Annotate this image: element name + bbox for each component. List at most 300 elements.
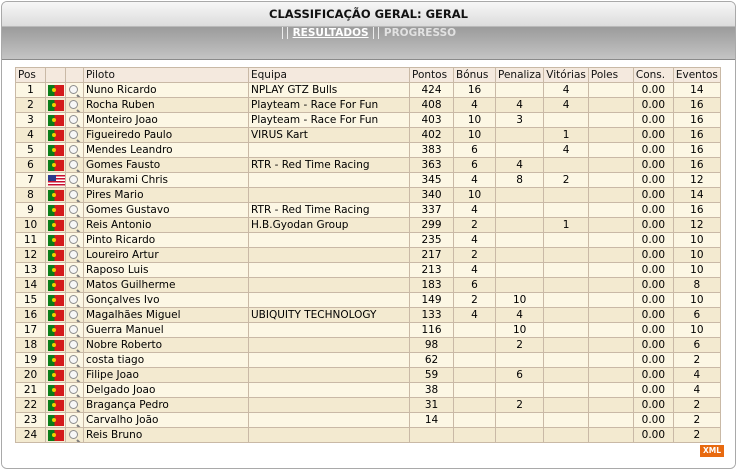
tab-separator [373,27,379,39]
cell-vitorias [544,203,589,218]
cell-eventos: 10 [673,233,720,248]
magnifier-icon[interactable] [69,340,78,349]
cell-flag [46,278,66,293]
magnifier-icon[interactable] [69,235,78,244]
cell-bonus: 4 [454,233,496,248]
table-row [16,308,721,323]
cell-eventos: 2 [673,398,720,413]
cell-cons: 0.00 [633,308,673,323]
cell-profile[interactable] [66,203,84,218]
cell-equipa [249,263,410,278]
cell-poles [588,338,633,353]
cell-equipa: RTR - Red Time Racing [249,203,410,218]
col-header-bonus[interactable]: Bónus [454,68,496,83]
cell-piloto[interactable]: Carvalho João [84,413,249,428]
standings-table [15,67,721,443]
cell-pos: 16 [16,308,46,323]
cell-pontos: 62 [410,353,454,368]
magnifier-icon[interactable] [69,310,78,319]
cell-profile[interactable] [66,413,84,428]
cell-penaliza [496,353,544,368]
cell-vitorias [544,293,589,308]
portugal-flag-icon [48,295,64,306]
cell-pos: 5 [16,143,46,158]
cell-pontos: 403 [410,113,454,128]
cell-vitorias [544,383,589,398]
cell-piloto[interactable]: Pinto Ricardo [84,233,249,248]
cell-piloto[interactable]: Matos Guilherme [84,278,249,293]
magnifier-icon[interactable] [69,100,78,109]
portugal-flag-icon [48,310,64,321]
cell-equipa [249,143,410,158]
magnifier-icon[interactable] [69,190,78,199]
cell-profile[interactable] [66,128,84,143]
cell-bonus [454,368,496,383]
cell-pontos: 402 [410,128,454,143]
cell-flag [46,203,66,218]
cell-pontos: 217 [410,248,454,263]
cell-piloto[interactable]: Filipe Joao [84,368,249,383]
cell-profile[interactable] [66,188,84,203]
cell-profile[interactable] [66,233,84,248]
cell-flag [46,233,66,248]
cell-vitorias [544,278,589,293]
table-row [16,293,721,308]
cell-pontos: 133 [410,308,454,323]
portugal-flag-icon [48,400,64,411]
magnifier-icon[interactable] [69,160,78,169]
magnifier-icon[interactable] [69,250,78,259]
cell-flag [46,98,66,113]
cell-piloto[interactable]: Mendes Leandro [84,143,249,158]
cell-bonus: 2 [454,218,496,233]
cell-profile[interactable] [66,293,84,308]
cell-eventos: 16 [673,158,720,173]
cell-cons: 0.00 [633,248,673,263]
cell-flag [46,188,66,203]
magnifier-icon[interactable] [69,370,78,379]
table-row [16,143,721,158]
magnifier-icon[interactable] [69,400,78,409]
cell-bonus: 6 [454,158,496,173]
cell-pontos: 213 [410,263,454,278]
cell-pos: 22 [16,398,46,413]
portugal-flag-icon [48,430,64,441]
cell-equipa [249,428,410,443]
cell-profile[interactable] [66,83,84,98]
magnifier-icon[interactable] [69,415,78,424]
cell-pos: 18 [16,338,46,353]
portugal-flag-icon [48,235,64,246]
portugal-flag-icon [48,370,64,381]
cell-cons: 0.00 [633,98,673,113]
cell-equipa [249,293,410,308]
cell-pontos: 116 [410,323,454,338]
cell-vitorias [544,263,589,278]
cell-profile[interactable] [66,323,84,338]
cell-equipa: Playteam - Race For Fun [249,98,410,113]
cell-piloto[interactable]: Gonçalves Ivo [84,293,249,308]
cell-poles [588,233,633,248]
col-header-cons[interactable]: Cons. [633,68,673,83]
cell-cons: 0.00 [633,233,673,248]
portugal-flag-icon [48,415,64,426]
table-row [16,428,721,443]
cell-bonus: 16 [454,83,496,98]
cell-penaliza: 4 [496,158,544,173]
table-row [16,203,721,218]
cell-penaliza: 10 [496,323,544,338]
cell-piloto[interactable]: Reis Bruno [84,428,249,443]
cell-pos: 17 [16,323,46,338]
cell-cons: 0.00 [633,218,673,233]
cell-poles [588,188,633,203]
cell-eventos: 4 [673,383,720,398]
cell-eventos: 10 [673,263,720,278]
cell-profile[interactable] [66,113,84,128]
cell-profile[interactable] [66,173,84,188]
cell-piloto[interactable]: Figueiredo Paulo [84,128,249,143]
cell-cons: 0.00 [633,398,673,413]
col-header-flag [46,68,66,83]
cell-cons: 0.00 [633,128,673,143]
cell-piloto[interactable]: Guerra Manuel [84,323,249,338]
cell-profile[interactable] [66,158,84,173]
cell-bonus [454,323,496,338]
cell-piloto[interactable]: Murakami Chris [84,173,249,188]
cell-cons: 0.00 [633,428,673,443]
table-row [16,128,721,143]
cell-eventos: 14 [673,188,720,203]
cell-piloto[interactable]: Pires Mario [84,188,249,203]
page-title: CLASSIFICAÇÃO GERAL: GERAL [269,7,468,21]
cell-profile[interactable] [66,218,84,233]
cell-cons: 0.00 [633,83,673,98]
portugal-flag-icon [48,190,64,201]
cell-flag [46,323,66,338]
cell-vitorias [544,233,589,248]
cell-pontos: 183 [410,278,454,293]
col-header-pontos[interactable]: Pontos [410,68,454,83]
tab-bar [2,27,735,60]
cell-equipa [249,338,410,353]
cell-profile[interactable] [66,248,84,263]
col-header-eventos[interactable]: Eventos [673,68,720,83]
cell-pos: 24 [16,428,46,443]
cell-eventos: 10 [673,323,720,338]
cell-flag [46,293,66,308]
tab-resultados[interactable]: RESULTADOS [292,27,369,39]
cell-pontos: 235 [410,233,454,248]
cell-vitorias [544,158,589,173]
cell-bonus: 2 [454,248,496,263]
table-row [16,218,721,233]
cell-vitorias [544,338,589,353]
cell-eventos: 8 [673,278,720,293]
cell-vitorias [544,353,589,368]
magnifier-icon[interactable] [69,325,78,334]
cell-bonus [454,353,496,368]
cell-penaliza: 4 [496,98,544,113]
content-area [2,60,735,468]
cell-vitorias [544,113,589,128]
cell-bonus: 6 [454,278,496,293]
table-row [16,233,721,248]
cell-bonus [454,398,496,413]
cell-penaliza [496,128,544,143]
cell-profile[interactable] [66,143,84,158]
cell-pos: 21 [16,383,46,398]
cell-profile[interactable] [66,278,84,293]
cell-pos: 15 [16,293,46,308]
cell-bonus: 4 [454,263,496,278]
magnifier-icon[interactable] [69,265,78,274]
cell-equipa: RTR - Red Time Racing [249,158,410,173]
cell-vitorias: 1 [544,218,589,233]
cell-piloto[interactable]: Nuno Ricardo [84,83,249,98]
cell-bonus: 10 [454,113,496,128]
portugal-flag-icon [48,340,64,351]
table-row [16,263,721,278]
tab-progresso[interactable]: PROGRESSO [383,27,457,39]
cell-vitorias [544,398,589,413]
cell-eventos: 6 [673,338,720,353]
magnifier-icon[interactable] [69,220,78,229]
cell-cons: 0.00 [633,263,673,278]
cell-cons: 0.00 [633,113,673,128]
cell-eventos: 12 [673,173,720,188]
cell-eventos: 16 [673,98,720,113]
magnifier-icon[interactable] [69,280,78,289]
cell-piloto[interactable]: Reis Antonio [84,218,249,233]
cell-eventos: 16 [673,128,720,143]
cell-bonus [454,428,496,443]
cell-penaliza [496,428,544,443]
cell-bonus: 4 [454,173,496,188]
cell-flag [46,113,66,128]
cell-penaliza: 4 [496,308,544,323]
cell-poles [588,398,633,413]
cell-flag [46,128,66,143]
cell-flag [46,83,66,98]
cell-penaliza [496,218,544,233]
cell-equipa [249,398,410,413]
cell-poles [588,158,633,173]
cell-cons: 0.00 [633,293,673,308]
cell-poles [588,278,633,293]
table-row [16,188,721,203]
cell-cons: 0.00 [633,278,673,293]
col-header-vitorias[interactable]: Vitórias [544,68,589,83]
cell-pontos [410,428,454,443]
cell-piloto[interactable]: Magalhães Miguel [84,308,249,323]
portugal-flag-icon [48,325,64,336]
cell-eventos: 14 [673,83,720,98]
title-bar [2,2,735,27]
table-row [16,368,721,383]
cell-bonus: 4 [454,203,496,218]
portugal-flag-icon [48,160,64,171]
cell-pos: 19 [16,353,46,368]
cell-poles [588,413,633,428]
cell-vitorias: 4 [544,143,589,158]
magnifier-icon[interactable] [69,145,78,154]
cell-eventos: 16 [673,203,720,218]
cell-penaliza [496,383,544,398]
cell-flag [46,248,66,263]
cell-eventos: 2 [673,413,720,428]
cell-flag [46,368,66,383]
cell-bonus [454,413,496,428]
cell-pontos: 408 [410,98,454,113]
magnifier-icon[interactable] [69,295,78,304]
cell-pontos: 149 [410,293,454,308]
cell-penaliza [496,83,544,98]
cell-profile[interactable] [66,368,84,383]
cell-penaliza: 2 [496,338,544,353]
cell-vitorias [544,413,589,428]
magnifier-icon[interactable] [69,355,78,364]
cell-penaliza [496,413,544,428]
cell-equipa [249,233,410,248]
cell-vitorias [544,368,589,383]
cell-poles [588,173,633,188]
cell-profile[interactable] [66,98,84,113]
cell-flag [46,173,66,188]
cell-cons: 0.00 [633,338,673,353]
cell-equipa [249,188,410,203]
cell-eventos: 12 [673,218,720,233]
magnifier-icon[interactable] [69,430,78,439]
magnifier-icon[interactable] [69,115,78,124]
cell-piloto[interactable]: Raposo Luis [84,263,249,278]
cell-piloto[interactable]: Gomes Fausto [84,158,249,173]
cell-penaliza: 2 [496,398,544,413]
table-header-row [16,68,721,83]
cell-equipa [249,248,410,263]
cell-flag [46,413,66,428]
portugal-flag-icon [48,130,64,141]
cell-equipa: NPLAY GTZ Bulls [249,83,410,98]
cell-piloto[interactable]: Delgado Joao [84,383,249,398]
table-row [16,323,721,338]
cell-profile[interactable] [66,383,84,398]
cell-pontos: 38 [410,383,454,398]
cell-piloto[interactable]: Gomes Gustavo [84,203,249,218]
cell-flag [46,158,66,173]
cell-penaliza [496,203,544,218]
cell-piloto[interactable]: Bragança Pedro [84,398,249,413]
magnifier-icon[interactable] [69,205,78,214]
cell-poles [588,203,633,218]
table-row [16,398,721,413]
portugal-flag-icon [48,145,64,156]
cell-profile[interactable] [66,353,84,368]
cell-profile[interactable] [66,398,84,413]
table-row [16,383,721,398]
col-header-pos[interactable]: Pos [16,68,46,83]
cell-piloto[interactable]: Monteiro Joao [84,113,249,128]
portugal-flag-icon [48,100,64,111]
cell-cons: 0.00 [633,383,673,398]
portugal-flag-icon [48,280,64,291]
cell-penaliza [496,233,544,248]
magnifier-icon[interactable] [69,385,78,394]
cell-flag [46,353,66,368]
cell-cons: 0.00 [633,188,673,203]
cell-pontos: 363 [410,158,454,173]
cell-pontos: 14 [410,413,454,428]
magnifier-icon[interactable] [69,175,78,184]
cell-vitorias: 1 [544,128,589,143]
cell-penaliza [496,188,544,203]
cell-eventos: 6 [673,308,720,323]
cell-pos: 20 [16,368,46,383]
col-header-poles[interactable]: Poles [588,68,633,83]
cell-cons: 0.00 [633,413,673,428]
table-row [16,83,721,98]
portugal-flag-icon [48,355,64,366]
cell-flag [46,338,66,353]
cell-profile[interactable] [66,428,84,443]
cell-piloto[interactable]: Loureiro Artur [84,248,249,263]
cell-poles [588,143,633,158]
table-row [16,278,721,293]
cell-bonus: 2 [454,293,496,308]
cell-penaliza: 6 [496,368,544,383]
cell-pontos: 59 [410,368,454,383]
cell-poles [588,428,633,443]
cell-pos: 3 [16,113,46,128]
cell-bonus: 10 [454,188,496,203]
xml-export-button[interactable]: XML [700,445,724,457]
cell-vitorias: 4 [544,98,589,113]
cell-piloto[interactable]: costa tiago [84,353,249,368]
cell-pos: 10 [16,218,46,233]
magnifier-icon[interactable] [69,85,78,94]
cell-pos: 9 [16,203,46,218]
cell-cons: 0.00 [633,368,673,383]
magnifier-icon[interactable] [69,130,78,139]
cell-profile[interactable] [66,308,84,323]
cell-poles [588,248,633,263]
col-header-equipa[interactable]: Equipa [249,68,410,83]
cell-pontos: 98 [410,338,454,353]
cell-piloto[interactable]: Nobre Roberto [84,338,249,353]
cell-profile[interactable] [66,338,84,353]
cell-cons: 0.00 [633,173,673,188]
portugal-flag-icon [48,205,64,216]
cell-eventos: 16 [673,143,720,158]
cell-vitorias [544,188,589,203]
cell-eventos: 10 [673,248,720,263]
portugal-flag-icon [48,220,64,231]
cell-pontos: 424 [410,83,454,98]
cell-flag [46,263,66,278]
col-header-piloto[interactable]: Piloto [84,68,249,83]
cell-pos: 11 [16,233,46,248]
cell-profile[interactable] [66,263,84,278]
cell-pos: 4 [16,128,46,143]
col-header-penaliza[interactable]: Penaliza [496,68,544,83]
cell-pos: 14 [16,278,46,293]
cell-equipa: H.B.Gyodan Group [249,218,410,233]
cell-equipa [249,173,410,188]
cell-vitorias: 2 [544,173,589,188]
cell-pontos: 31 [410,398,454,413]
cell-piloto[interactable]: Rocha Ruben [84,98,249,113]
cell-flag [46,428,66,443]
